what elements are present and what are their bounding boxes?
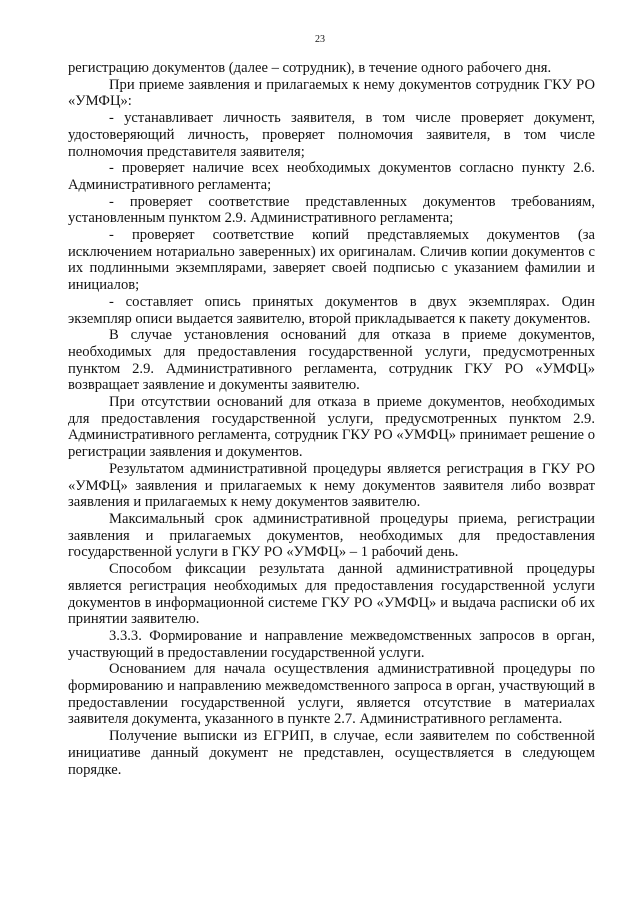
paragraph-10: Результатом административной процедуры является регистрация в ГКУ РО «УМФЦ» заявления и прилагаемых к нему документов заявителя либо возврат заявления и прилагаемых к нему документов заявителю. xyxy=(68,460,595,511)
paragraph-1: регистрацию документов (далее – сотрудник), в течение одного рабочего дня. xyxy=(68,60,552,76)
paragraph-11: Максимальный срок административной процедуры приема, регистрации заявления и прилагаемых документов, необходимых для предоставления государственной услуги в ГКУ РО «УМФЦ» – 1 рабочий день. xyxy=(68,510,595,561)
paragraph-8: В случае установления оснований для отказа в приеме документов, необходимых для предоставления государственной услуги, предусмотренных пунктом 2.9. Административного регламента, сотрудник ГКУ РО «УМФЦ» возвращает заявление и документы заявителю. xyxy=(68,327,595,394)
paragraph-15: Получение выписки из ЕГРИП, в случае, если заявителем по собственной инициативе данный документ не представлен, осуществляется в следующем порядке. xyxy=(68,728,595,778)
paragraph-2: При приеме заявления и прилагаемых к нему документов сотрудник ГКУ РО «УМФЦ»: xyxy=(68,76,595,110)
paragraph-4: - проверяет наличие всех необходимых документов согласно пункту 2.6. Административного регламента; xyxy=(68,160,595,193)
page-number: 23 xyxy=(315,34,325,45)
paragraph-13: 3.3.3. Формирование и направление межведомственных запросов в орган, участвующий в предоставлении государственной услуги. xyxy=(68,627,595,661)
paragraph-12: Способом фиксации результата данной административной процедуры является регистрация необходимых для предоставления государственной услуги документов в информационной системе ГКУ РО «УМФЦ» и выдача расписки об их принятии заявителю. xyxy=(68,561,595,628)
paragraph-9: При отсутствии оснований для отказа в приеме документов, необходимых для предоставления государственной услуги, предусмотренных пунктом 2.9. Административного регламента, сотрудник ГКУ РО «УМФЦ» принимает решение о регистрации заявления и документов. xyxy=(68,394,595,461)
paragraph-7: - составляет опись принятых документов в двух экземплярах. Один экземпляр описи выдается заявителю, второй прикладывается к пакету документов. xyxy=(68,293,595,327)
paragraph-6: - проверяет соответствие копий представляемых документов (за исключением нотариально заверенных) их оригиналам. Сличив копии документов с их подлинными экземплярами, заверяет своей подписью с указанием фамилии и инициалов; xyxy=(68,227,595,294)
paragraph-5: - проверяет соответствие представленных документов требованиям, установленным пунктом 2.9. Административного регламента; xyxy=(68,193,595,227)
paragraph-14: Основанием для начала осуществления административной процедуры по формированию и направлению межведомственного запроса в орган, участвующий в предоставлении государственной услуги, является отсутствие в материалах заявителя документа, указанного в пункте 2.7. Административного регламента. xyxy=(68,661,595,728)
body-text xyxy=(68,60,595,778)
paragraph-3: - устанавливает личность заявителя, в том числе проверяет документ, удостоверяющий личность, проверяет полномочия заявителя, в том числе полномочия представителя заявителя; xyxy=(68,110,595,160)
